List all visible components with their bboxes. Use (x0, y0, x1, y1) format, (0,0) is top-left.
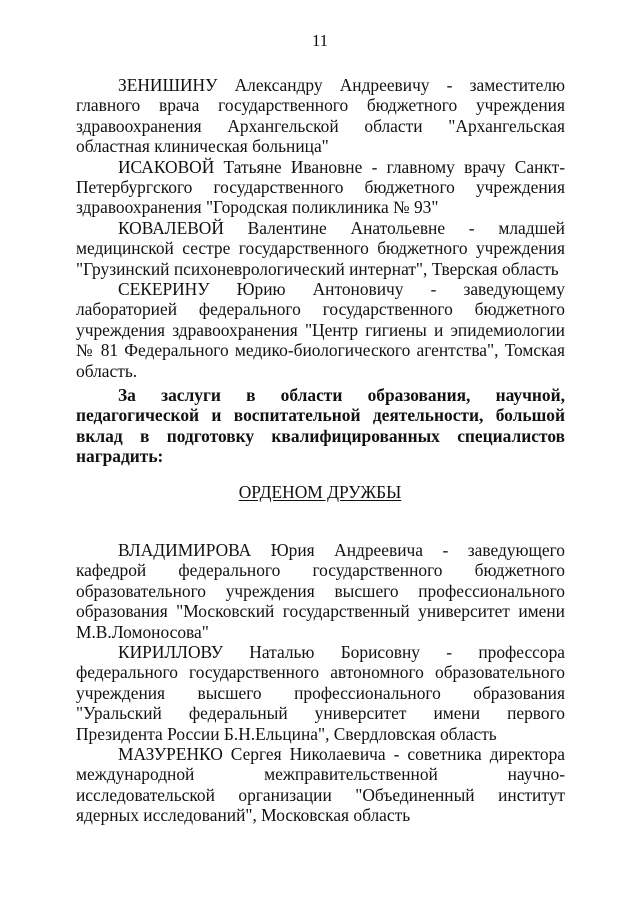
award-title: ОРДЕНОМ ДРУЖБЫ (238, 482, 402, 502)
award-entry: ИСАКОВОЙ Татьяне Ивановне - главному врачу Санкт-Петербургского государственного бюджетного учреждения здравоохранения "Городская поликлиника № 93" (76, 156, 565, 218)
section-heading: За заслуги в области образования, научной, педагогической и воспитательной деятельности, большой вклад в подготовку квалифицированных специалистов наградить: (76, 385, 565, 467)
award-list-education (76, 540, 565, 826)
award-entry: ЗЕНИШИНУ Александру Андреевичу - заместителю главного врача государственного бюджетного учреждения здравоохранения Архангельской области "Архангельская областная клиническая больница" (76, 75, 565, 157)
award-entry: СЕКЕРИНУ Юрию Антоновичу - заведующему лабораторией федерального государственного бюджетного учреждения здравоохранения "Центр гигиены и эпидемиологии № 81 Федерального медико-биологического агентства", Томская область. (76, 279, 565, 381)
award-entry: ВЛАДИМИРОВА Юрия Андреевича - заведующего кафедрой федерального государственного бюджетного образовательного учреждения высшего профессионального образования "Московский государственный университет имени М.В.Ломоносова" (76, 540, 565, 642)
award-list-health (76, 75, 565, 381)
award-entry: КИРИЛЛОВУ Наталью Борисовну - профессора федерального государственного автономного образовательного учреждения высшего профессионального образования "Уральский федеральный университет имени первого Президента России Б.Н.Ельцина", Свердловская область (76, 642, 565, 744)
award-entry: МАЗУРЕНКО Сергея Николаевича - советника директора международной межправительственной научно-исследовательской организации "Объединенный институт ядерных исследований", Московская область (76, 744, 565, 826)
page-number: 11 (311, 31, 329, 50)
award-entry: КОВАЛЕВОЙ Валентине Анатольевне - младшей медицинской сестре государственного бюджетного учреждения "Грузинский психоневрологический интернат", Тверская область (76, 217, 565, 279)
